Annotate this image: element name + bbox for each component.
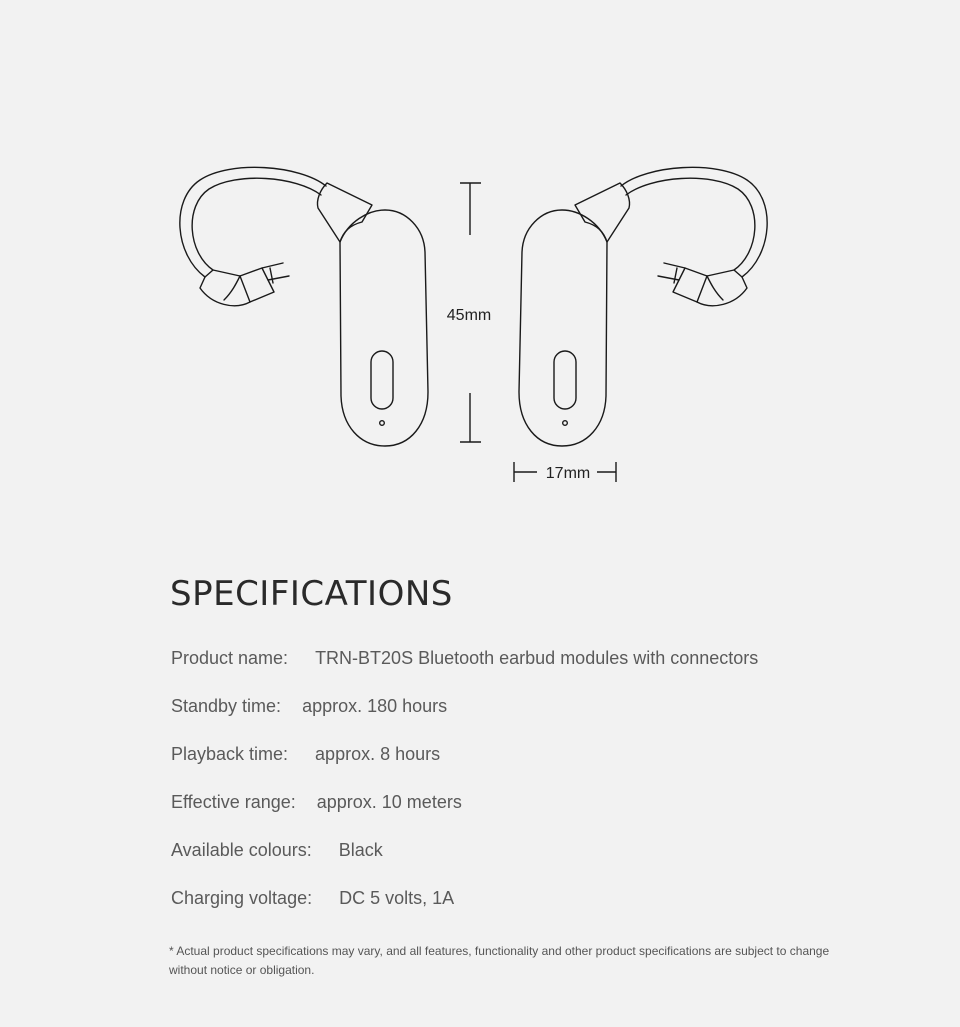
left-earbud-module-illustration: [180, 167, 428, 446]
spec-value: DC 5 volts, 1A: [339, 888, 455, 908]
spec-value: approx. 8 hours: [315, 744, 441, 764]
spec-row-available-colours: [171, 840, 383, 861]
spec-value: Black: [338, 840, 383, 860]
spec-label: Available colours:: [171, 840, 312, 860]
spec-row-playback-time: [171, 744, 440, 765]
spec-label: Playback time:: [171, 744, 289, 764]
width-dimension-label: 17mm: [545, 465, 591, 482]
spec-value: approx. 180 hours: [302, 696, 448, 716]
spec-label: Standby time:: [171, 696, 282, 716]
disclaimer-footnote: * Actual product specifications may vary, and all features, functionality and other product specifications are subject to change without notice or obligation.: [169, 944, 830, 977]
spec-row-effective-range: [171, 792, 462, 813]
spec-row-product-name: [171, 648, 758, 669]
spec-row-charging-voltage: [171, 888, 454, 909]
spec-row-standby-time: [171, 696, 447, 717]
height-dimension-label: 45mm: [446, 307, 492, 324]
spec-value: TRN-BT20S Bluetooth earbud modules with connectors: [315, 648, 759, 668]
right-earbud-module-illustration: [519, 167, 767, 446]
spec-value: approx. 10 meters: [316, 792, 462, 812]
spec-label: Charging voltage:: [171, 888, 313, 908]
spec-label: Effective range:: [171, 792, 296, 812]
spec-label: Product name:: [171, 648, 289, 668]
specifications-heading: SPECIFICATIONS: [170, 574, 453, 614]
